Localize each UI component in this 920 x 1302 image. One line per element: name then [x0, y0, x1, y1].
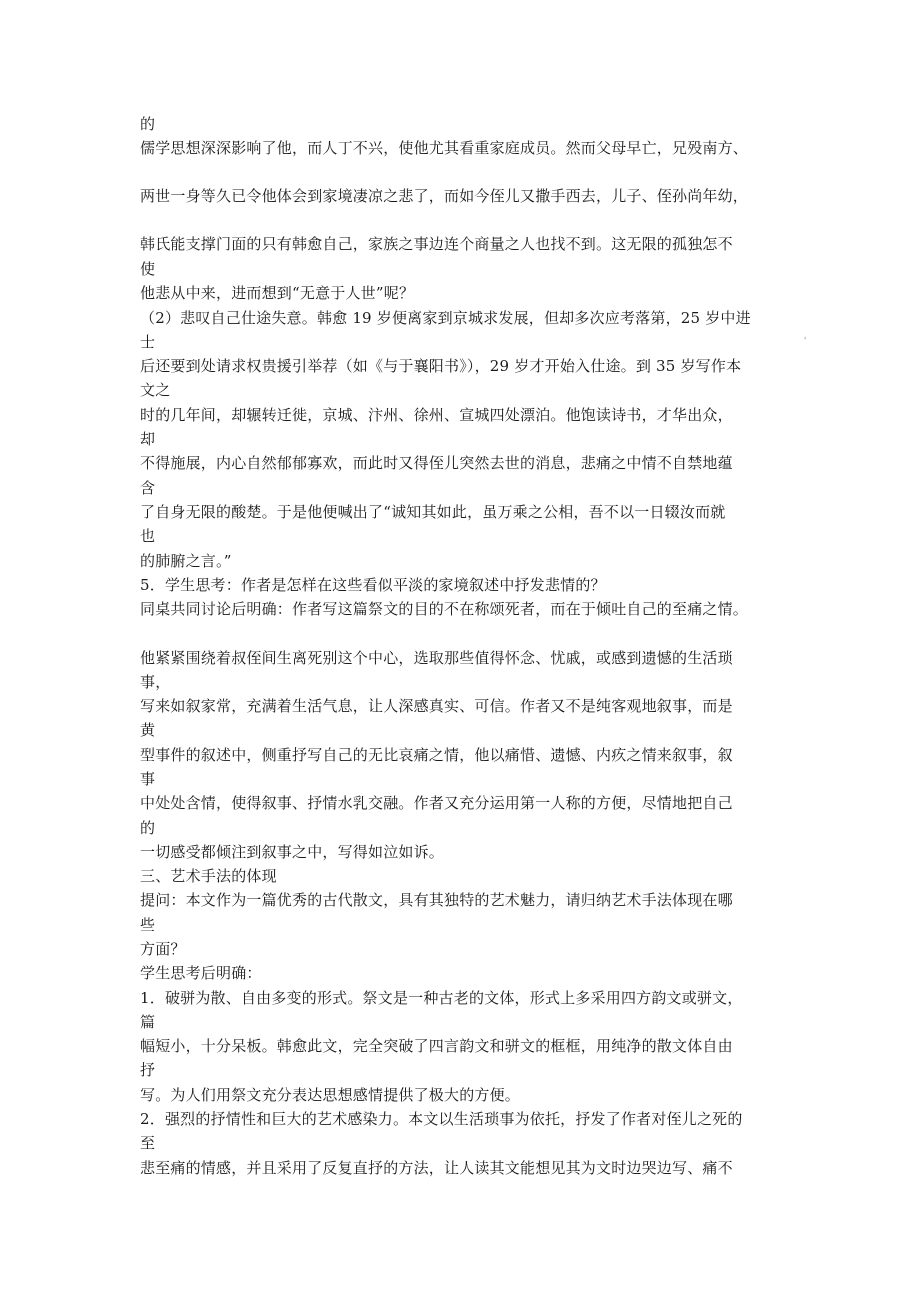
text-line: 至 — [140, 1134, 156, 1152]
text-line: 中处处含情，使得叙事、抒情水乳交融。作者又充分运用第一人称的方便，尽情地把自己 — [140, 794, 733, 812]
text-line: 文之 — [140, 381, 171, 399]
margin-mark: ' — [804, 336, 807, 345]
text-line: 一切感受都倾注到叙事之中，写得如泣如诉。 — [140, 843, 445, 861]
text-line: 写来如叙家常，充满着生活气息，让人深感真实、可信。作者又不是纯客观地叙事，而是 — [140, 697, 733, 715]
text-line: 他紧紧围绕着叔侄间生离死别这个中心，选取那些值得怀念、忧戚，或感到遗憾的生活琐 — [140, 649, 733, 667]
text-line: 5．学生思考：作者是怎样在这些看似平淡的家境叙述中抒发悲情的？ — [140, 576, 606, 594]
text-line: 同桌共同讨论后明确：作者写这篇祭文的目的不在称颂死者，而在于倾吐自己的至痛之情。 — [140, 600, 749, 618]
text-line: 黄 — [140, 721, 156, 739]
text-line: 两世一身等久已令他体会到家境凄凉之悲了，而如今侄儿又撒手西去，儿子、侄孙尚年幼， — [140, 187, 749, 205]
text-line: 也 — [140, 527, 156, 545]
text-line: 却 — [140, 430, 156, 448]
text-line: 幅短小，十分呆板。韩愈此文，完全突破了四言韵文和骈文的框框，用纯净的散文体自由 — [140, 1037, 733, 1055]
text-line: 抒 — [140, 1061, 156, 1079]
text-line: 方面？ — [140, 940, 186, 958]
text-line: 2．强烈的抒情性和巨大的艺术感染力。本文以生活琐事为依托，抒发了作者对侄儿之死的 — [140, 1110, 743, 1128]
text-line: 提问：本文作为一篇优秀的古代散文，具有其独特的艺术魅力，请归纳艺术手法体现在哪 — [140, 891, 733, 909]
text-line: 不得施展，内心自然郁郁寡欢，而此时又得侄儿突然去世的消息，悲痛之中情不自禁地蕴 — [140, 454, 733, 472]
text-line: 韩氏能支撑门面的只有韩愈自己，家族之事边连个商量之人也找不到。这无限的孤独怎不 — [140, 235, 733, 253]
text-line: 事， — [140, 673, 171, 691]
text-line: 篇 — [140, 1013, 156, 1031]
text-line: 学生思考后明确： — [140, 964, 262, 982]
text-line: 含 — [140, 479, 156, 497]
text-line: 事 — [140, 770, 156, 788]
text-line: 了自身无限的酸楚。于是他便喊出了“诚知其如此，虽万乘之公相，吾不以一日辍汝而就 — [140, 503, 726, 521]
text-line: 他悲从中来，进而想到“无意于人世”呢？ — [140, 284, 415, 302]
text-line: 时的几年间，却辗转迁徙，京城、汴州、徐州、宣城四处漂泊。他饱读诗书，才华出众， — [140, 406, 733, 424]
text-line: 后还要到处请求权贵援引举荐（如《与于襄阳书》），29 岁才开始入仕途。到 35 岁写作本 — [140, 357, 742, 375]
text-line: 写。为人们用祭文充分表达思想感情提供了极大的方便。 — [140, 1086, 521, 1104]
text-line: （2）悲叹自己仕途失意。韩愈 19 岁便离家到京城求发展，但却多次应考落第，25 岁中进 — [140, 309, 751, 327]
text-line: 使 — [140, 260, 156, 278]
text-line: 的 — [140, 115, 156, 133]
text-line: 悲至痛的情感，并且采用了反复直抒的方法，让人读其文能想见其为文时边哭边写、痛不 — [140, 1159, 733, 1177]
text-line: 些 — [140, 916, 156, 934]
text-line: 士 — [140, 333, 156, 351]
text-line: 的 — [140, 819, 156, 837]
text-line: 儒学思想深深影响了他，而人丁不兴，使他尤其看重家庭成员。然而父母早亡，兄殁南方、 — [140, 139, 749, 157]
text-line: 三、艺术手法的体现 — [140, 867, 277, 885]
text-line: 型事件的叙述中，侧重抒写自己的无比哀痛之情，他以痛惜、遗憾、内疚之情来叙事，叙 — [140, 746, 733, 764]
text-line: 的肺腑之言。” — [140, 552, 232, 570]
text-line: 1．破骈为散、自由多变的形式。祭文是一种古老的文体，形式上多采用四方韵文或骈文， — [140, 989, 743, 1007]
